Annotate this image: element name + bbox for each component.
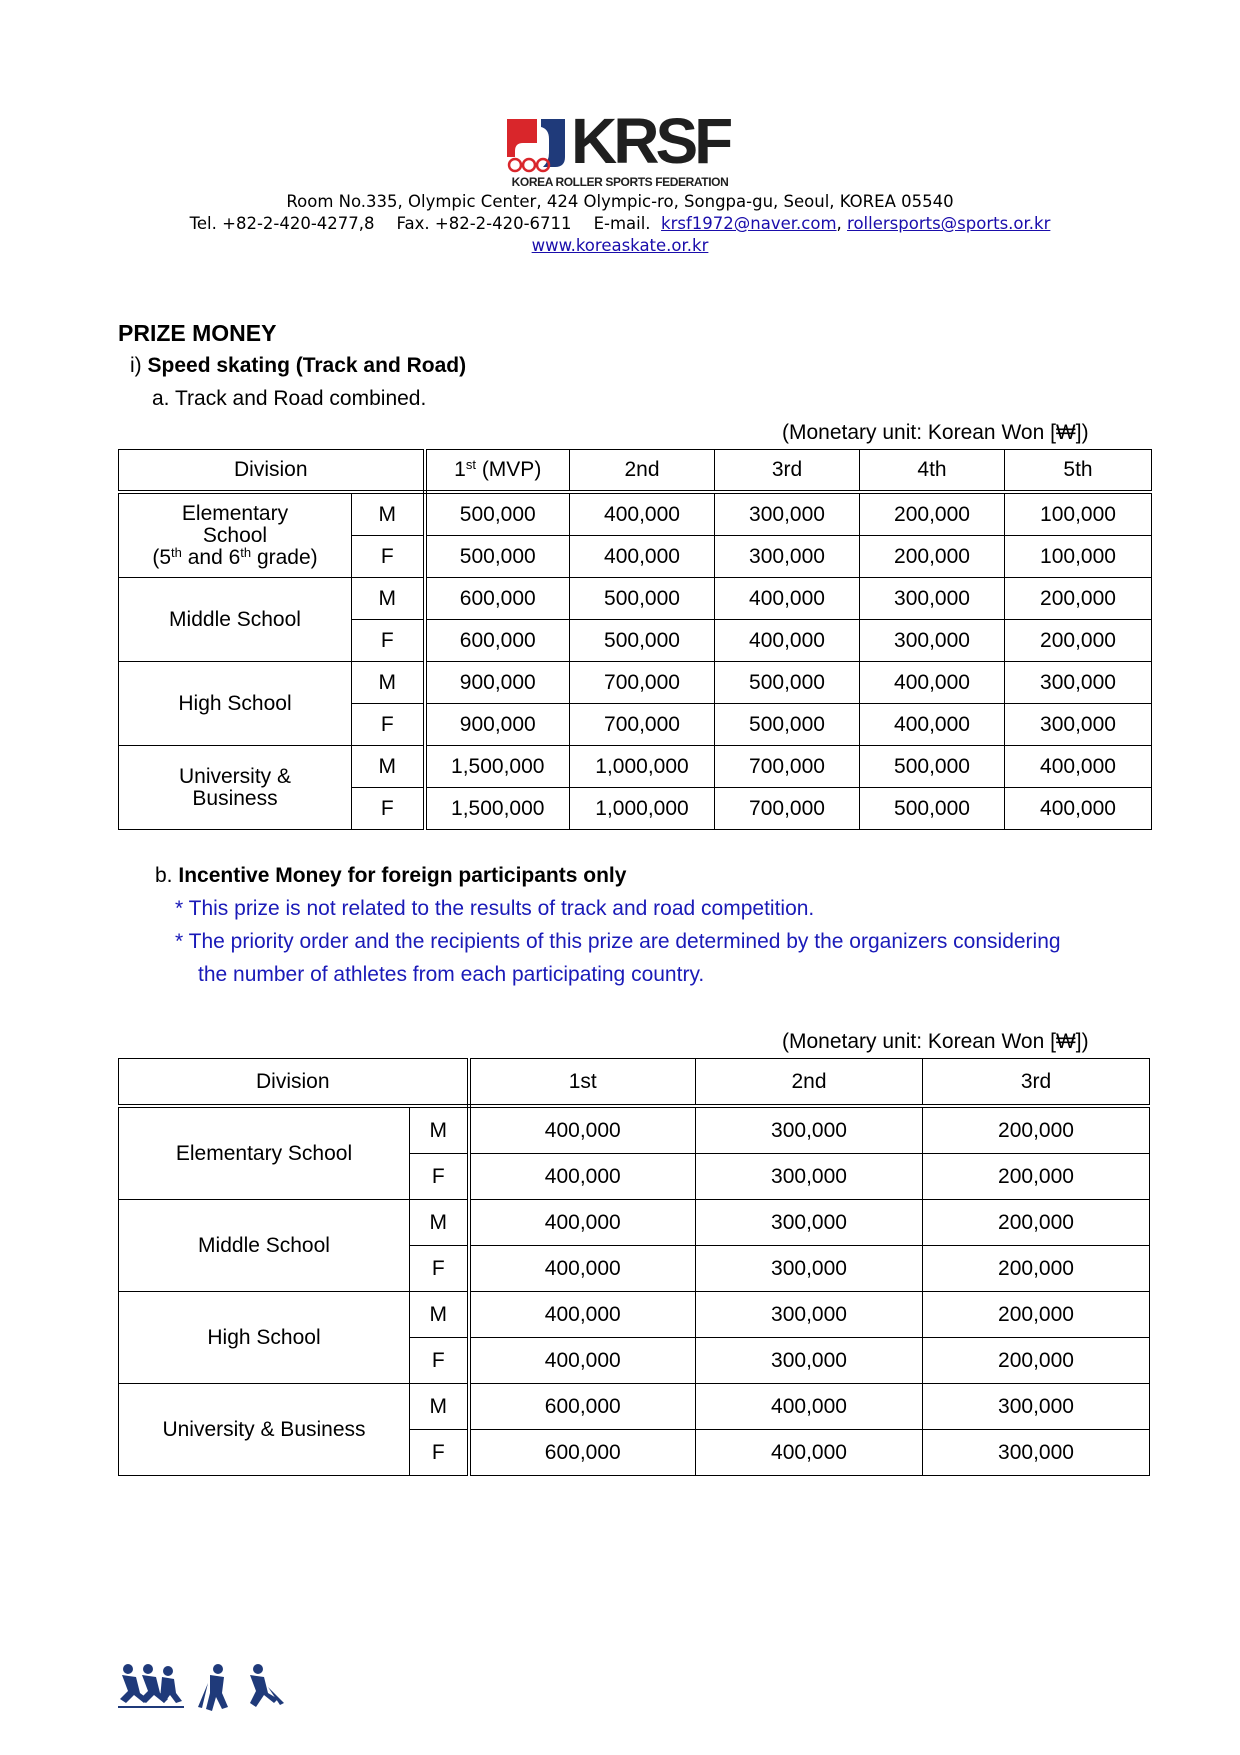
prize-cell: 100,000 bbox=[1005, 536, 1152, 578]
header-1st-mvp: 1st (MVP) bbox=[425, 450, 570, 493]
prize-cell: 500,000 bbox=[425, 492, 570, 536]
prize-cell: 400,000 bbox=[469, 1292, 696, 1338]
prize-cell: 500,000 bbox=[715, 662, 860, 704]
division-cell: Elementary School bbox=[119, 1106, 410, 1200]
header-4th: 4th bbox=[860, 450, 1005, 493]
prize-cell: 1,500,000 bbox=[425, 788, 570, 830]
prize-cell: 400,000 bbox=[860, 704, 1005, 746]
email-label: E-mail. bbox=[593, 214, 651, 233]
sex-cell: F bbox=[352, 620, 425, 662]
prize-cell: 600,000 bbox=[425, 620, 570, 662]
sex-cell: M bbox=[410, 1106, 469, 1154]
note-line: * The priority order and the recipients of this prize are determined by the organizers considering bbox=[175, 930, 1061, 953]
prize-cell: 400,000 bbox=[570, 536, 715, 578]
prize-cell: 200,000 bbox=[1005, 620, 1152, 662]
header-2nd: 2nd bbox=[570, 450, 715, 493]
prize-cell: 400,000 bbox=[469, 1106, 696, 1154]
sex-cell: M bbox=[410, 1292, 469, 1338]
email-link-krsf[interactable]: krsf1972@naver.com bbox=[661, 214, 837, 233]
prize-cell: 200,000 bbox=[923, 1338, 1150, 1384]
roller-skaters-icon bbox=[118, 1664, 184, 1708]
prize-cell: 200,000 bbox=[923, 1200, 1150, 1246]
note-line: * This prize is not related to the results of track and road competition. bbox=[175, 897, 815, 920]
logo-subtitle: KOREA ROLLER SPORTS FEDERATION bbox=[511, 175, 729, 189]
division-cell: Elementary School (5th and 6th grade) bbox=[119, 492, 352, 578]
fax-text: Fax. +82-2-420-6711 bbox=[396, 214, 572, 233]
sex-cell: M bbox=[410, 1200, 469, 1246]
prize-cell: 900,000 bbox=[425, 704, 570, 746]
prize-cell: 500,000 bbox=[425, 536, 570, 578]
prize-cell: 300,000 bbox=[860, 620, 1005, 662]
prize-cell: 600,000 bbox=[469, 1384, 696, 1430]
inline-hockey-player-icon bbox=[250, 1664, 284, 1707]
sex-cell: M bbox=[352, 662, 425, 704]
prize-cell: 300,000 bbox=[696, 1154, 923, 1200]
division-cell: University & Business bbox=[119, 1384, 410, 1476]
prize-cell: 200,000 bbox=[923, 1292, 1150, 1338]
division-cell: University & Business bbox=[119, 746, 352, 830]
prize-cell: 500,000 bbox=[570, 578, 715, 620]
sex-cell: M bbox=[410, 1384, 469, 1430]
prize-cell: 400,000 bbox=[570, 492, 715, 536]
prize-cell: 400,000 bbox=[1005, 788, 1152, 830]
prize-cell: 500,000 bbox=[570, 620, 715, 662]
prize-cell: 400,000 bbox=[715, 578, 860, 620]
prize-cell: 300,000 bbox=[715, 492, 860, 536]
sex-cell: F bbox=[352, 704, 425, 746]
prize-cell: 400,000 bbox=[860, 662, 1005, 704]
prize-cell: 700,000 bbox=[570, 662, 715, 704]
prize-cell: 200,000 bbox=[923, 1246, 1150, 1292]
sex-cell: F bbox=[410, 1430, 469, 1476]
prize-money-table bbox=[118, 449, 1152, 830]
prize-cell: 200,000 bbox=[860, 536, 1005, 578]
sex-cell: F bbox=[410, 1338, 469, 1384]
sex-cell: F bbox=[352, 536, 425, 578]
division-cell: High School bbox=[119, 1292, 410, 1384]
prize-cell: 300,000 bbox=[923, 1430, 1150, 1476]
address-line: Room No.335, Olympic Center, 424 Olympic-ro, Songpa-gu, Seoul, KOREA 05540 bbox=[286, 192, 954, 211]
page-title: PRIZE MONEY bbox=[118, 320, 277, 346]
subsection-prefix: i) bbox=[130, 354, 142, 377]
krsf-emblem-icon bbox=[503, 117, 569, 177]
prize-cell: 200,000 bbox=[1005, 578, 1152, 620]
sex-cell: F bbox=[352, 788, 425, 830]
header-division: Division bbox=[119, 450, 425, 493]
sex-cell: M bbox=[352, 492, 425, 536]
footer-pictograms bbox=[118, 1663, 288, 1721]
table-row bbox=[119, 662, 1152, 704]
email-separator: , bbox=[836, 214, 842, 233]
table-row bbox=[119, 578, 1152, 620]
prize-cell: 300,000 bbox=[715, 536, 860, 578]
prize-cell: 1,500,000 bbox=[425, 746, 570, 788]
prize-cell: 400,000 bbox=[696, 1384, 923, 1430]
contact-line bbox=[0, 213, 1240, 235]
part-b-prefix: b. bbox=[155, 864, 173, 887]
logo-wordmark: KRSF bbox=[571, 105, 730, 177]
subsection-name: Speed skating (Track and Road) bbox=[147, 354, 467, 377]
part-b-name: Incentive Money for foreign participants only bbox=[178, 864, 627, 887]
prize-cell: 1,000,000 bbox=[570, 788, 715, 830]
roller-hockey-player-icon bbox=[198, 1664, 228, 1711]
prize-cell: 300,000 bbox=[696, 1106, 923, 1154]
prize-cell: 300,000 bbox=[1005, 704, 1152, 746]
table-header-row bbox=[119, 450, 1152, 493]
prize-cell: 500,000 bbox=[860, 788, 1005, 830]
table-row bbox=[119, 1292, 1150, 1338]
division-cell: Middle School bbox=[119, 578, 352, 662]
prize-cell: 400,000 bbox=[715, 620, 860, 662]
table-row bbox=[119, 1384, 1150, 1430]
table-row bbox=[119, 1106, 1150, 1154]
table-row bbox=[119, 746, 1152, 788]
prize-cell: 200,000 bbox=[860, 492, 1005, 536]
sex-cell: M bbox=[352, 578, 425, 620]
prize-cell: 400,000 bbox=[1005, 746, 1152, 788]
prize-cell: 300,000 bbox=[696, 1246, 923, 1292]
part-b-title bbox=[155, 864, 626, 888]
header-division: Division bbox=[119, 1059, 469, 1107]
prize-cell: 600,000 bbox=[469, 1430, 696, 1476]
prize-cell: 100,000 bbox=[1005, 492, 1152, 536]
division-cell: High School bbox=[119, 662, 352, 746]
header-3rd: 3rd bbox=[923, 1059, 1150, 1107]
prize-cell: 500,000 bbox=[860, 746, 1005, 788]
website-link[interactable]: www.koreaskate.or.kr bbox=[531, 236, 709, 255]
header-1st: 1st bbox=[469, 1059, 696, 1107]
prize-cell: 400,000 bbox=[469, 1154, 696, 1200]
prize-cell: 500,000 bbox=[715, 704, 860, 746]
sex-cell: F bbox=[410, 1154, 469, 1200]
prize-cell: 300,000 bbox=[923, 1384, 1150, 1430]
unit-note: (Monetary unit: Korean Won [₩]) bbox=[782, 1030, 1089, 1053]
email-link-rollersports[interactable]: rollersports@sports.or.kr bbox=[847, 214, 1051, 233]
table-header-row bbox=[119, 1059, 1150, 1107]
tel-text: Tel. +82-2-420-4277,8 bbox=[189, 214, 375, 233]
header-2nd: 2nd bbox=[696, 1059, 923, 1107]
header-5th: 5th bbox=[1005, 450, 1152, 493]
prize-cell: 700,000 bbox=[570, 704, 715, 746]
subsection-title bbox=[130, 354, 466, 378]
prize-cell: 300,000 bbox=[1005, 662, 1152, 704]
prize-cell: 400,000 bbox=[469, 1246, 696, 1292]
prize-cell: 300,000 bbox=[696, 1200, 923, 1246]
prize-cell: 300,000 bbox=[696, 1292, 923, 1338]
table-row bbox=[119, 1200, 1150, 1246]
prize-cell: 300,000 bbox=[860, 578, 1005, 620]
prize-cell: 200,000 bbox=[923, 1106, 1150, 1154]
note-line: the number of athletes from each participating country. bbox=[198, 963, 705, 986]
prize-cell: 400,000 bbox=[696, 1430, 923, 1476]
unit-note: (Monetary unit: Korean Won [₩]) bbox=[782, 421, 1089, 444]
krsf-logo bbox=[503, 105, 737, 189]
prize-cell: 400,000 bbox=[469, 1338, 696, 1384]
prize-cell: 600,000 bbox=[425, 578, 570, 620]
division-cell: Middle School bbox=[119, 1200, 410, 1292]
part-a-title: a. Track and Road combined. bbox=[152, 387, 427, 410]
prize-cell: 300,000 bbox=[696, 1338, 923, 1384]
incentive-money-table bbox=[118, 1058, 1150, 1476]
website-line bbox=[0, 235, 1240, 257]
header-3rd: 3rd bbox=[715, 450, 860, 493]
prize-cell: 900,000 bbox=[425, 662, 570, 704]
prize-cell: 1,000,000 bbox=[570, 746, 715, 788]
prize-cell: 400,000 bbox=[469, 1200, 696, 1246]
prize-cell: 700,000 bbox=[715, 746, 860, 788]
sex-cell: M bbox=[352, 746, 425, 788]
prize-cell: 200,000 bbox=[923, 1154, 1150, 1200]
sex-cell: F bbox=[410, 1246, 469, 1292]
prize-cell: 700,000 bbox=[715, 788, 860, 830]
table-row bbox=[119, 492, 1152, 536]
